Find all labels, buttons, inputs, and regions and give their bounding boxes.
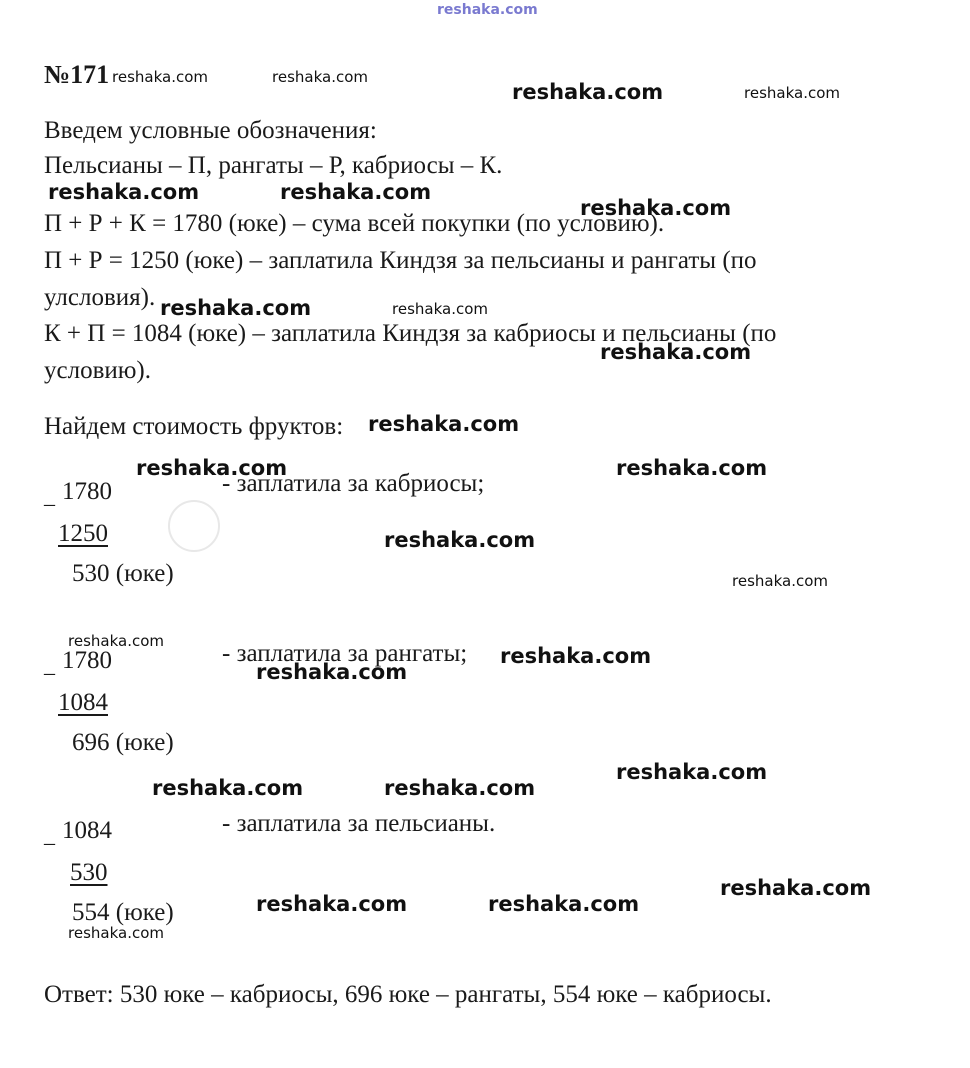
intro-line-2: Пельсианы – П, рангаты – Р, кабриосы – К. xyxy=(44,152,503,179)
equation-3-cont: условию). xyxy=(44,357,152,384)
watermark: reshaka.com xyxy=(272,68,368,86)
watermark: reshaka.com xyxy=(256,892,408,916)
watermark: reshaka.com xyxy=(488,892,640,916)
intro-line-1: Введем условные обозначения: xyxy=(44,117,377,144)
watermark: reshaka.com xyxy=(48,180,200,204)
calc-note: - заплатила за рангаты; xyxy=(222,640,468,667)
watermark: reshaka.com xyxy=(384,528,536,552)
watermark: reshaka.com xyxy=(280,180,432,204)
watermark: reshaka.com xyxy=(68,924,164,942)
find-title: Найдем стоимость фруктов: xyxy=(44,413,344,440)
watermark: reshaka.com xyxy=(368,412,520,436)
watermark: reshaka.com xyxy=(500,644,652,668)
minus-sign: _ xyxy=(44,822,55,847)
minuend: 1780 xyxy=(62,647,112,674)
subtrahend: 1084 xyxy=(58,689,108,716)
watermark: reshaka.com xyxy=(580,196,732,220)
minus-sign: _ xyxy=(44,483,55,508)
logo-ghost-icon xyxy=(168,500,220,552)
watermark: reshaka.com xyxy=(720,876,872,900)
watermark: reshaka.com xyxy=(256,660,408,684)
subtrahend: 530 xyxy=(70,859,108,886)
result: 554 (юке) xyxy=(72,899,174,926)
watermark: reshaka.com xyxy=(384,776,536,800)
minuend: 1084 xyxy=(62,817,112,844)
watermark: reshaka.com xyxy=(152,776,304,800)
watermark: reshaka.com xyxy=(744,84,840,102)
watermark: reshaka.com xyxy=(616,456,768,480)
calc-note: - заплатила за кабриосы; xyxy=(222,470,485,497)
watermark: reshaka.com xyxy=(68,632,164,650)
watermark: reshaka.com xyxy=(112,68,208,86)
minus-sign: _ xyxy=(44,652,55,677)
watermark: reshaka.com xyxy=(512,80,664,104)
watermark: reshaka.com xyxy=(600,340,752,364)
problem-number: №171 xyxy=(44,60,110,89)
equation-2-cont: улсловия). xyxy=(44,284,156,311)
calc-note: - заплатила за пельсианы. xyxy=(222,810,496,837)
subtrahend: 1250 xyxy=(58,520,108,547)
watermark: reshaka.com xyxy=(160,296,312,320)
watermark: reshaka.com xyxy=(392,300,488,318)
minuend: 1780 xyxy=(62,478,112,505)
result: 696 (юке) xyxy=(72,729,174,756)
equation-2: П + Р = 1250 (юке) – заплатила Киндзя за пельсианы и рангаты (по xyxy=(44,247,757,274)
result: 530 (юке) xyxy=(72,560,174,587)
equation-3: К + П = 1084 (юке) – заплатила Киндзя за кабриосы и пельсианы (по xyxy=(44,320,777,347)
watermark: reshaka.com xyxy=(616,760,768,784)
answer: Ответ: 530 юке – кабриосы, 696 юке – рангаты, 554 юке – кабриосы. xyxy=(44,981,772,1008)
watermark-top: reshaka.com xyxy=(437,2,538,18)
equation-1: П + Р + К = 1780 (юке) – сума всей покупки (по условию). xyxy=(44,210,665,237)
watermark: reshaka.com xyxy=(136,456,288,480)
watermark: reshaka.com xyxy=(732,572,828,590)
